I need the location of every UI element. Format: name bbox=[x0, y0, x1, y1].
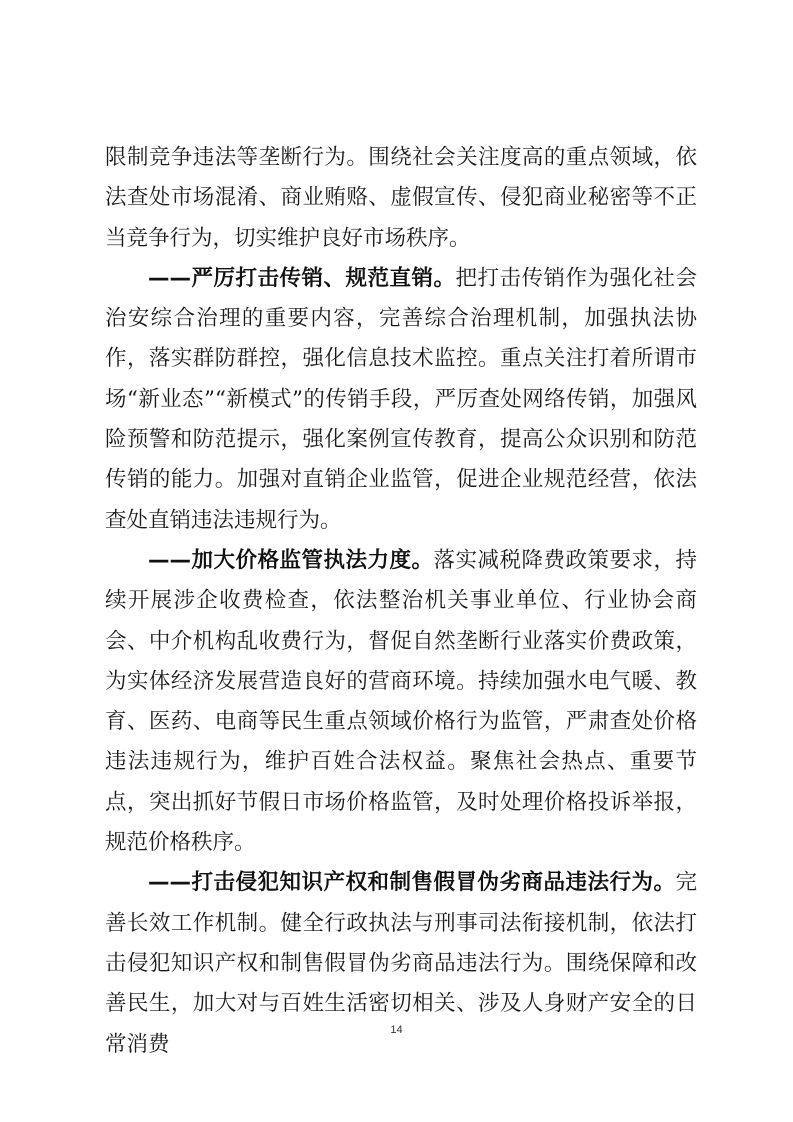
body-text bbox=[105, 138, 697, 1065]
paragraph-heading: ——打击侵犯知识产权和制售假冒伪劣商品违法行为。 bbox=[148, 870, 676, 896]
paragraph-text: 限制竞争违法等垄断行为。围绕社会关注度高的重点领域，依法查处市场混淆、商业贿赂、虚假宣传、侵犯商业秘密等不正当竞争行为，切实维护良好市场秩序。 bbox=[105, 145, 697, 251]
paragraph-heading: ——严厉打击传销、规范直销。 bbox=[148, 265, 456, 291]
paragraph-heading: ——加大价格监管执法力度。 bbox=[148, 547, 434, 573]
paragraph-text: 把打击传销作为强化社会治安综合治理的重要内容，完善综合治理机制，加强执法协作，落实群防群控，强化信息技术监控。重点关注打着所谓市场“新业态”“新模式”的传销手段，严厉查处网络传销，加强风险预警和防范提示，强化案例宣传教育，提高公众识别和防范传销的能力。加强对直销企业监管，促进企业规范经营，依法查处直销违法违规行为。 bbox=[105, 265, 697, 533]
paragraph-direct-selling bbox=[105, 259, 697, 541]
paragraph-price-supervision bbox=[105, 541, 697, 863]
paragraph-text: 落实减税降费政策要求，持续开展涉企收费检查，依法整治机关事业单位、行业协会商会、中介机构乱收费行为，督促自然垄断行业落实价费政策，为实体经济发展营造良好的营商环境。持续加强水电气暖、教育、医药、电商等民生重点领域价格行为监管，严肃查处价格违法违规行为，维护百姓合法权益。聚焦社会热点、重要节点，突出抓好节假日市场价格监管，及时处理价格投诉举报，规范价格秩序。 bbox=[105, 547, 697, 856]
paragraph-continuation bbox=[105, 138, 697, 259]
page-number: 14 bbox=[390, 1024, 403, 1036]
paragraph-text: 完善长效工作机制。健全行政执法与刑事司法衔接机制，依法打击侵犯知识产权和制售假冒伪劣商品违法行为。围绕保障和改善民生，加大对与百姓生活密切相关、涉及人身财产安全的日常消费 bbox=[105, 870, 697, 1057]
